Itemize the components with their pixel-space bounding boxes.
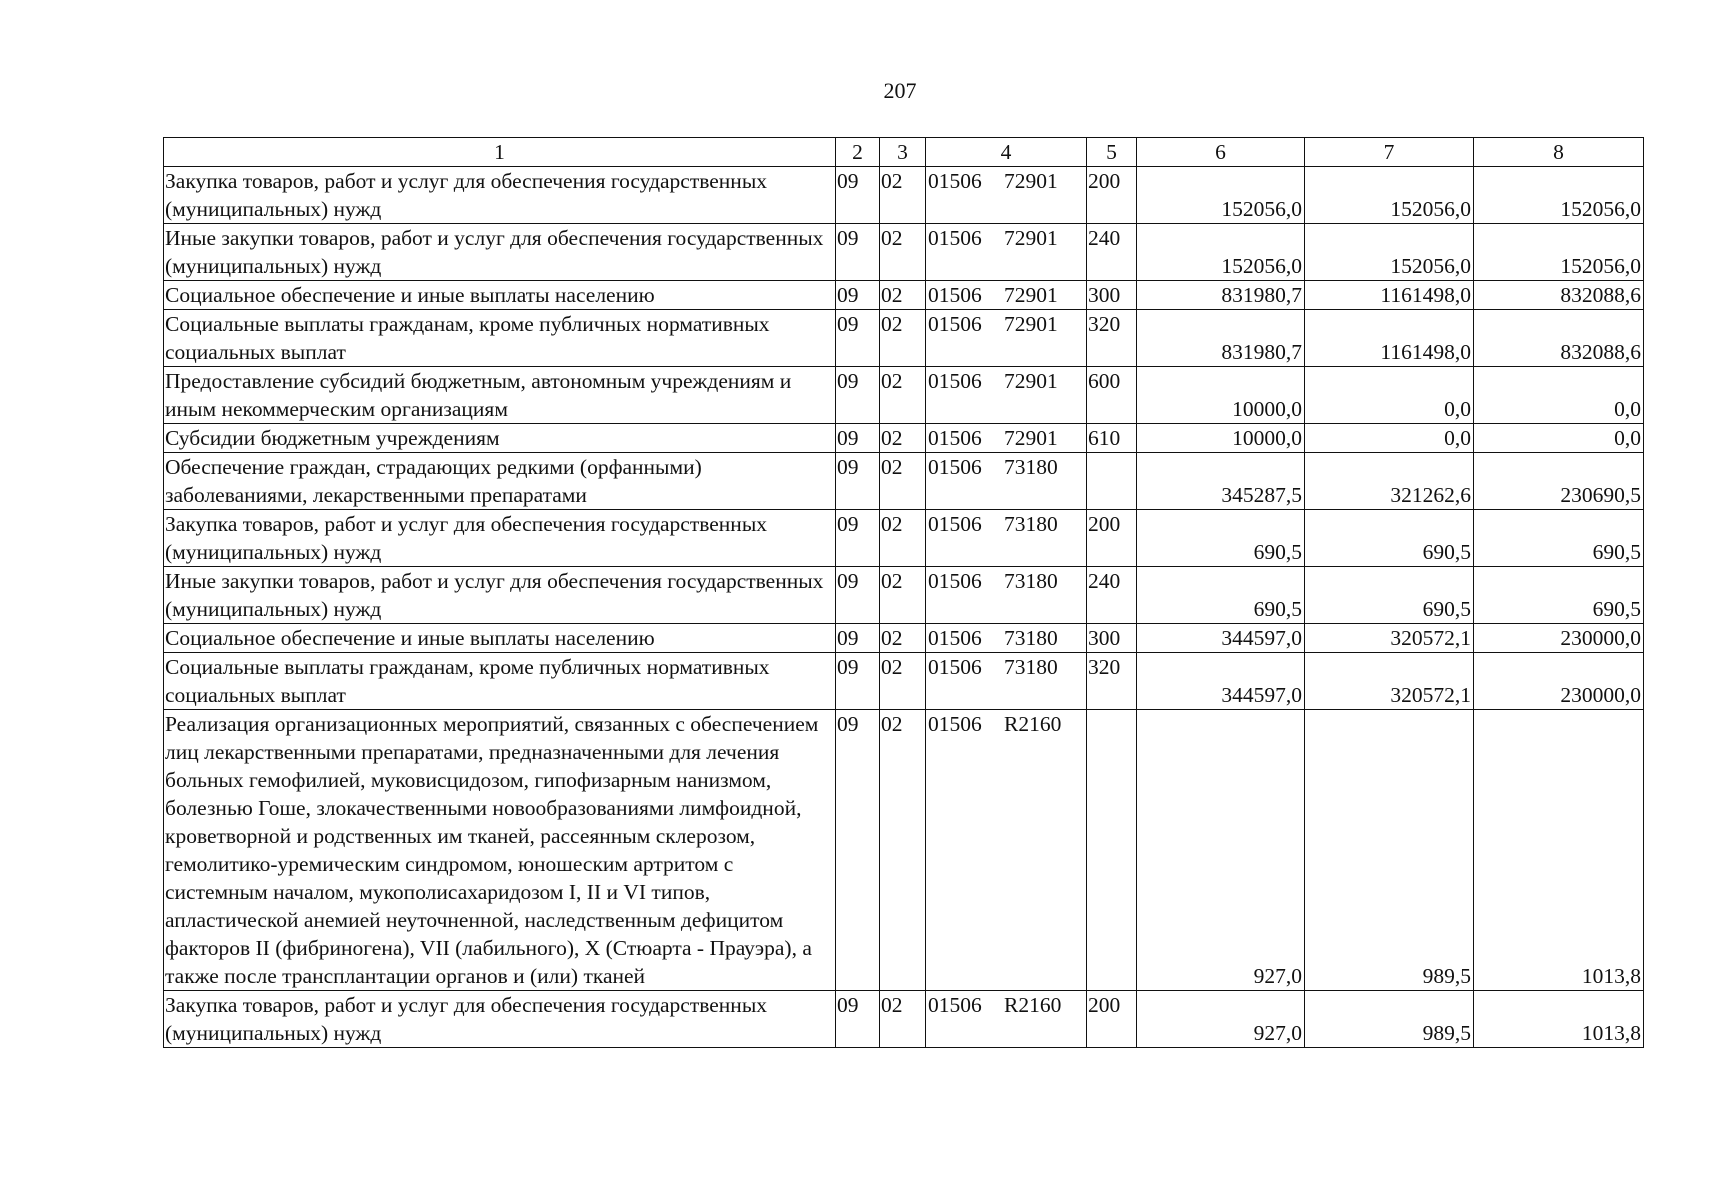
expense-type-code: 320 xyxy=(1087,310,1137,367)
direction-code: 72901 xyxy=(1004,283,1058,307)
table-row xyxy=(164,424,1644,453)
amount-year-1: 690,5 xyxy=(1137,567,1305,624)
section-code: 09 xyxy=(836,367,880,424)
table-row xyxy=(164,367,1644,424)
subsection-code: 02 xyxy=(880,224,926,281)
table-row xyxy=(164,567,1644,624)
subsection-code: 02 xyxy=(880,310,926,367)
amount-year-2: 1161498,0 xyxy=(1305,310,1474,367)
direction-code: 73180 xyxy=(1004,569,1058,593)
header-cell: 5 xyxy=(1087,138,1137,167)
section-code: 09 xyxy=(836,510,880,567)
amount-year-2: 0,0 xyxy=(1305,367,1474,424)
direction-code: R2160 xyxy=(1004,993,1062,1017)
direction-code: 72901 xyxy=(1004,169,1058,193)
expense-type-code: 240 xyxy=(1087,224,1137,281)
amount-year-1: 344597,0 xyxy=(1137,653,1305,710)
amount-year-1: 152056,0 xyxy=(1137,167,1305,224)
header-cell: 4 xyxy=(926,138,1087,167)
target-article xyxy=(926,167,1087,224)
section-code: 09 xyxy=(836,991,880,1048)
program-code: 01506 xyxy=(928,993,982,1017)
target-article xyxy=(926,710,1087,991)
amount-year-1: 10000,0 xyxy=(1137,367,1305,424)
section-code: 09 xyxy=(836,281,880,310)
program-code: 01506 xyxy=(928,512,982,536)
row-name: Социальные выплаты гражданам, кроме публичных нормативных социальных выплат xyxy=(164,310,836,367)
row-name: Закупка товаров, работ и услуг для обеспечения государственных (муниципальных) нужд xyxy=(164,991,836,1048)
amount-year-2: 1161498,0 xyxy=(1305,281,1474,310)
subsection-code: 02 xyxy=(880,991,926,1048)
subsection-code: 02 xyxy=(880,510,926,567)
header-cell: 8 xyxy=(1474,138,1644,167)
target-article xyxy=(926,567,1087,624)
program-code: 01506 xyxy=(928,626,982,650)
expense-type-code: 610 xyxy=(1087,424,1137,453)
amount-year-3: 690,5 xyxy=(1474,510,1644,567)
target-article xyxy=(926,367,1087,424)
direction-code: 73180 xyxy=(1004,512,1058,536)
amount-year-1: 152056,0 xyxy=(1137,224,1305,281)
header-cell: 3 xyxy=(880,138,926,167)
amount-year-2: 690,5 xyxy=(1305,567,1474,624)
table-row xyxy=(164,281,1644,310)
target-article xyxy=(926,991,1087,1048)
subsection-code: 02 xyxy=(880,367,926,424)
target-article xyxy=(926,224,1087,281)
amount-year-3: 0,0 xyxy=(1474,424,1644,453)
subsection-code: 02 xyxy=(880,567,926,624)
row-name: Иные закупки товаров, работ и услуг для обеспечения государственных (муниципальных) нужд xyxy=(164,567,836,624)
program-code: 01506 xyxy=(928,455,982,479)
amount-year-1: 831980,7 xyxy=(1137,281,1305,310)
direction-code: 72901 xyxy=(1004,369,1058,393)
amount-year-3: 152056,0 xyxy=(1474,167,1644,224)
amount-year-2: 0,0 xyxy=(1305,424,1474,453)
row-name: Субсидии бюджетным учреждениям xyxy=(164,424,836,453)
direction-code: 72901 xyxy=(1004,312,1058,336)
section-code: 09 xyxy=(836,567,880,624)
target-article xyxy=(926,281,1087,310)
header-cell: 6 xyxy=(1137,138,1305,167)
header-row xyxy=(164,138,1644,167)
table-row xyxy=(164,710,1644,991)
expense-type-code: 300 xyxy=(1087,624,1137,653)
table-row xyxy=(164,224,1644,281)
table-row xyxy=(164,653,1644,710)
amount-year-3: 832088,6 xyxy=(1474,310,1644,367)
target-article xyxy=(926,653,1087,710)
header-cell: 1 xyxy=(164,138,836,167)
amount-year-3: 0,0 xyxy=(1474,367,1644,424)
table-row xyxy=(164,510,1644,567)
row-name: Социальные выплаты гражданам, кроме публичных нормативных социальных выплат xyxy=(164,653,836,710)
page-number: 207 xyxy=(883,78,917,103)
amount-year-1: 927,0 xyxy=(1137,991,1305,1048)
row-name: Социальное обеспечение и иные выплаты населению xyxy=(164,624,836,653)
amount-year-3: 690,5 xyxy=(1474,567,1644,624)
amount-year-3: 152056,0 xyxy=(1474,224,1644,281)
direction-code: R2160 xyxy=(1004,712,1062,736)
program-code: 01506 xyxy=(928,283,982,307)
program-code: 01506 xyxy=(928,369,982,393)
row-name: Обеспечение граждан, страдающих редкими (орфанными) заболеваниями, лекарственными препаратами xyxy=(164,453,836,510)
amount-year-1: 831980,7 xyxy=(1137,310,1305,367)
amount-year-3: 230000,0 xyxy=(1474,624,1644,653)
amount-year-2: 152056,0 xyxy=(1305,167,1474,224)
program-code: 01506 xyxy=(928,426,982,450)
direction-code: 73180 xyxy=(1004,455,1058,479)
target-article xyxy=(926,424,1087,453)
row-name: Закупка товаров, работ и услуг для обеспечения государственных (муниципальных) нужд xyxy=(164,510,836,567)
target-article xyxy=(926,624,1087,653)
subsection-code: 02 xyxy=(880,710,926,991)
amount-year-3: 832088,6 xyxy=(1474,281,1644,310)
section-code: 09 xyxy=(836,310,880,367)
expense-type-code xyxy=(1087,710,1137,991)
section-code: 09 xyxy=(836,624,880,653)
amount-year-3: 1013,8 xyxy=(1474,710,1644,991)
direction-code: 72901 xyxy=(1004,226,1058,250)
expense-type-code xyxy=(1087,453,1137,510)
target-article xyxy=(926,510,1087,567)
row-name: Реализация организационных мероприятий, связанных с обеспечением лиц лекарственными препаратами, предназначенными для лечения больных гемофилией, муковисцидозом, гипофизарным нанизмом, болезнью Гоше, злокачественными новообразованиями лимфоидной, кроветворной и родственных им тканей, рассеянным склерозом, гемолитико-уремическим синдромом, юношеским артритом с системным началом, мукополисахаридозом I, II и VI типов, апластической анемией неуточненной, наследственным дефицитом факторов II (фибриногена), VII (лабильного), X (Стюарта - Прауэра), а также после трансплантации органов и (или) тканей xyxy=(164,710,836,991)
direction-code: 73180 xyxy=(1004,655,1058,679)
table-row xyxy=(164,167,1644,224)
amount-year-1: 10000,0 xyxy=(1137,424,1305,453)
amount-year-2: 321262,6 xyxy=(1305,453,1474,510)
expense-type-code: 320 xyxy=(1087,653,1137,710)
table-row xyxy=(164,453,1644,510)
amount-year-1: 345287,5 xyxy=(1137,453,1305,510)
section-code: 09 xyxy=(836,653,880,710)
amount-year-2: 690,5 xyxy=(1305,510,1474,567)
program-code: 01506 xyxy=(928,712,982,736)
table-row xyxy=(164,310,1644,367)
amount-year-3: 230690,5 xyxy=(1474,453,1644,510)
expense-type-code: 240 xyxy=(1087,567,1137,624)
subsection-code: 02 xyxy=(880,624,926,653)
amount-year-2: 320572,1 xyxy=(1305,653,1474,710)
amount-year-2: 320572,1 xyxy=(1305,624,1474,653)
row-name: Предоставление субсидий бюджетным, автономным учреждениям и иным некоммерческим организациям xyxy=(164,367,836,424)
program-code: 01506 xyxy=(928,169,982,193)
subsection-code: 02 xyxy=(880,281,926,310)
amount-year-1: 344597,0 xyxy=(1137,624,1305,653)
program-code: 01506 xyxy=(928,655,982,679)
table-row xyxy=(164,991,1644,1048)
program-code: 01506 xyxy=(928,226,982,250)
program-code: 01506 xyxy=(928,569,982,593)
program-code: 01506 xyxy=(928,312,982,336)
row-name: Социальное обеспечение и иные выплаты населению xyxy=(164,281,836,310)
direction-code: 72901 xyxy=(1004,426,1058,450)
amount-year-3: 1013,8 xyxy=(1474,991,1644,1048)
section-code: 09 xyxy=(836,453,880,510)
target-article xyxy=(926,310,1087,367)
expense-type-code: 300 xyxy=(1087,281,1137,310)
row-name: Закупка товаров, работ и услуг для обеспечения государственных (муниципальных) нужд xyxy=(164,167,836,224)
direction-code: 73180 xyxy=(1004,626,1058,650)
subsection-code: 02 xyxy=(880,167,926,224)
expense-type-code: 200 xyxy=(1087,510,1137,567)
budget-table xyxy=(163,137,1644,1048)
section-code: 09 xyxy=(836,167,880,224)
amount-year-1: 927,0 xyxy=(1137,710,1305,991)
header-cell: 7 xyxy=(1305,138,1474,167)
amount-year-2: 152056,0 xyxy=(1305,224,1474,281)
amount-year-2: 989,5 xyxy=(1305,991,1474,1048)
expense-type-code: 200 xyxy=(1087,167,1137,224)
expense-type-code: 200 xyxy=(1087,991,1137,1048)
section-code: 09 xyxy=(836,710,880,991)
row-name: Иные закупки товаров, работ и услуг для обеспечения государственных (муниципальных) нужд xyxy=(164,224,836,281)
amount-year-2: 989,5 xyxy=(1305,710,1474,991)
subsection-code: 02 xyxy=(880,653,926,710)
target-article xyxy=(926,453,1087,510)
section-code: 09 xyxy=(836,424,880,453)
header-cell: 2 xyxy=(836,138,880,167)
table-row xyxy=(164,624,1644,653)
amount-year-1: 690,5 xyxy=(1137,510,1305,567)
amount-year-3: 230000,0 xyxy=(1474,653,1644,710)
subsection-code: 02 xyxy=(880,424,926,453)
subsection-code: 02 xyxy=(880,453,926,510)
expense-type-code: 600 xyxy=(1087,367,1137,424)
section-code: 09 xyxy=(836,224,880,281)
